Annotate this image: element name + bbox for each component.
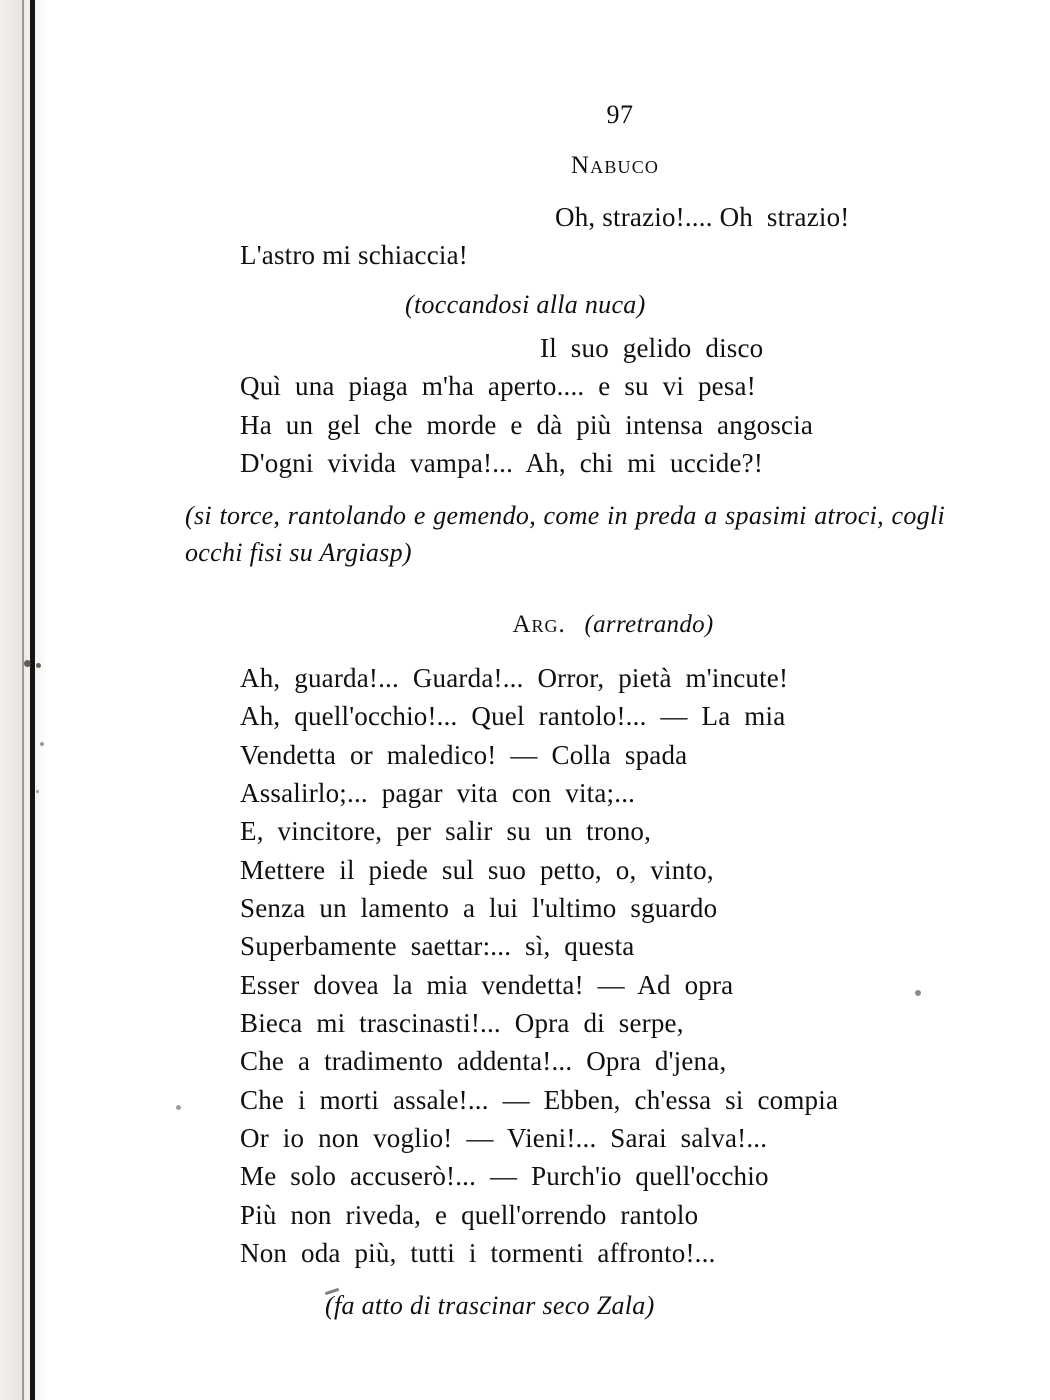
page-content (185, 100, 980, 1325)
binding-line (30, 0, 35, 1400)
page-edge-shadow (0, 0, 48, 1400)
verse-line: Assalirlo;... pagar vita con vita;... (240, 778, 636, 809)
verse-line: Bieca mi trascinasti!... Opra di serpe, (240, 1008, 684, 1039)
scan-speck (40, 742, 44, 746)
verse-line: Oh, strazio!.... Oh strazio! (555, 202, 850, 232)
verse-line: Mettere il piede sul suo petto, o, vinto, (240, 854, 714, 885)
verse-line: Esser dovea la mia vendetta! — Ad opra (240, 969, 734, 1000)
scan-speck (24, 660, 31, 667)
verse-line: Quì una piaga m'ha aperto.... e su vi pesa! (240, 371, 756, 402)
verse-line: Me solo accuserò!... — Purch'io quell'occhio (240, 1161, 769, 1192)
verse-line: Il suo gelido disco (540, 333, 764, 364)
verse-line: Che i morti assale!... — Ebben, ch'essa si compia (240, 1084, 839, 1115)
verse-line: Più non riveda, e quell'orrendo rantolo (240, 1199, 699, 1230)
stage-direction-toccandosi: (toccandosi alla nuca) (405, 289, 646, 319)
verse-line: Or io non voglio! — Vieni!... Sarai salva!... (240, 1123, 768, 1154)
verse-line: Che a tradimento addenta!... Opra d'jena, (240, 1046, 727, 1077)
speaker-stage-direction: (arretrando) (584, 611, 714, 639)
verse-line: Ah, guarda!... Guarda!... Orror, pietà m'incute! (240, 663, 789, 694)
speaker-name-argiasp (246, 611, 980, 639)
scan-speck (36, 663, 41, 668)
verse-line: Ah, quell'occhio!... Quel rantolo!... — La mia (240, 701, 786, 732)
verse-line: D'ogni vivida vampa!... Ah, chi mi uccide?! (240, 448, 764, 479)
verse-line: Ha un gel che morde e dà più intensa angoscia (240, 409, 814, 440)
speaker-abbrev: Arg. (512, 611, 566, 639)
binding-line-secondary (22, 0, 24, 1400)
verse-line: Non oda più, tutti i tormenti affronto!... (240, 1238, 716, 1269)
stage-direction-fa-atto: (fa atto di trascinar seco Zala) (325, 1291, 655, 1321)
page-number: 97 (606, 100, 634, 129)
stage-direction-si-torce: (si torce, rantolando e gemendo, come in preda a spasimi atroci, cogli occhi fisi su Argiasp) (185, 501, 945, 567)
scan-speck (176, 1105, 181, 1110)
verse-line: Superbamente saettar:... sì, questa (240, 931, 635, 962)
verse-line: E, vincitore, per salir su un trono, (240, 816, 652, 847)
verse-line: L'astro mi schiaccia! (240, 240, 468, 271)
speaker-name-nabuco: Nabuco (570, 152, 660, 179)
scan-speck (36, 790, 39, 793)
verse-line: Vendetta or maledico! — Colla spada (240, 739, 688, 770)
verse-line: Senza un lamento a lui l'ultimo sguardo (240, 893, 718, 924)
